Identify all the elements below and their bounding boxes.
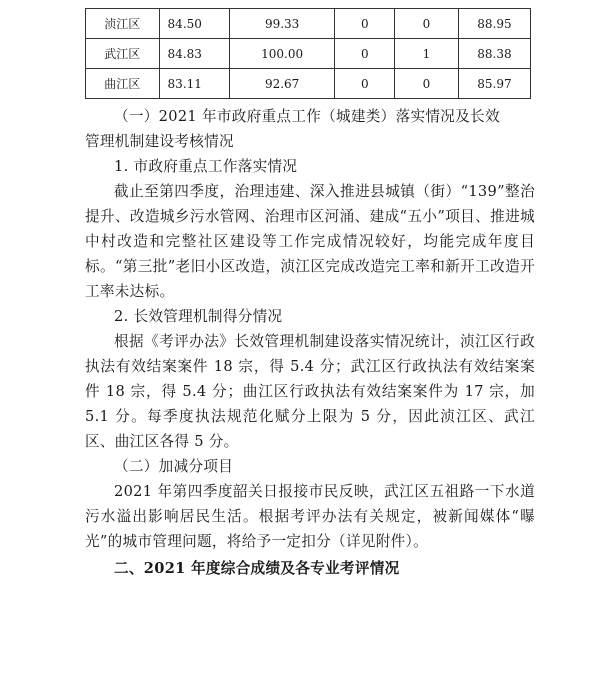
- table-row: [86, 69, 531, 99]
- score-cell: 100.00: [229, 39, 335, 69]
- score-cell: 92.67: [229, 69, 335, 99]
- subsection-title-2: 2. 长效管理机制得分情况: [114, 308, 283, 325]
- score-cell: 0: [395, 9, 459, 39]
- paragraph-long-term: 根据《考评办法》长效管理机制建设落实情况统计，浈江区行政执法有效结案案件 18 宗，得 5.4 分；武江区行政执法有效结案案件 18 宗，得 5.4 分；曲江区行政执法有效结案案件为 17 宗，加 5.1 分。每季度执法规范化赋分上限为 5 分，因此浈江区、武江区、曲江区各得 5 分。: [85, 333, 535, 450]
- table-row: [86, 9, 531, 39]
- score-cell: 83.11: [159, 69, 229, 99]
- score-cell: 0: [335, 9, 395, 39]
- score-cell: 0: [335, 69, 395, 99]
- score-cell: 84.50: [159, 9, 229, 39]
- section-heading-line1: （一）2021 年市政府重点工作（城建类）落实情况及长效: [114, 108, 500, 125]
- section-heading-line2: 管理机制建设考核情况: [85, 133, 234, 150]
- score-table: [85, 8, 531, 99]
- score-cell: 0: [335, 39, 395, 69]
- section-heading-bonus: （二）加减分项目: [114, 458, 234, 475]
- district-cell: 浈江区: [86, 9, 160, 39]
- total-cell: 88.95: [458, 9, 530, 39]
- part-heading: 二、2021 年度综合成绩及各专业考评情况: [114, 560, 400, 577]
- document-body: [85, 104, 535, 581]
- paragraph-bonus: 2021 年第四季度韶关日报接市民反映，武江区五祖路一下水道污水溢出影响居民生活。根据考评办法有关规定，被新闻媒体“曝光”的城市管理问题，将给予一定扣分（详见附件）。: [85, 483, 535, 550]
- score-cell: 0: [395, 69, 459, 99]
- paragraph-key-work: 截止至第四季度，治理违建、深入推进县城镇（街）“139”整治提升、改造城乡污水管网、治理市区河涌、建成“五小”项目、推进城中村改造和完整社区建设等工作完成情况较好，均能完成年度目标。“第三批”老旧小区改造，浈江区完成改造完工率和新开工改造开工率未达标。: [85, 183, 535, 300]
- score-cell: 1: [395, 39, 459, 69]
- subsection-title-1: 1. 市政府重点工作落实情况: [114, 158, 298, 175]
- score-cell: 84.83: [159, 39, 229, 69]
- total-cell: 88.38: [458, 39, 530, 69]
- district-cell: 曲江区: [86, 69, 160, 99]
- district-cell: 武江区: [86, 39, 160, 69]
- score-cell: 99.33: [229, 9, 335, 39]
- table-row: [86, 39, 531, 69]
- total-cell: 85.97: [458, 69, 530, 99]
